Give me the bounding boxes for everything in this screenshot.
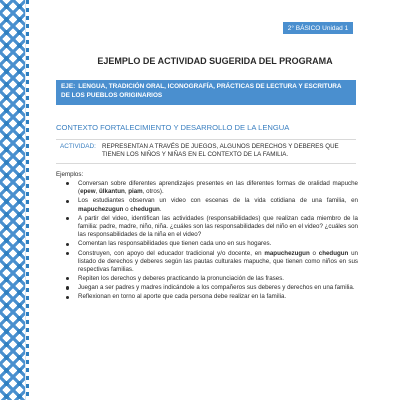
activity-label: ACTIVIDAD:	[60, 143, 96, 150]
context-heading: CONTEXTO FORTALECIMIENTO Y DESARROLLO DE LA LENGUA	[56, 123, 290, 132]
bullet-icon	[66, 217, 69, 220]
activity-row	[56, 139, 356, 164]
eje-banner	[56, 80, 356, 105]
list-item: Repiten los derechos y deberes practicando la pronunciación de las frases.	[78, 275, 358, 283]
bullet-icon	[66, 296, 69, 299]
activity-text: REPRESENTAN A TRAVÉS DE JUEGOS, ALGUNOS DERECHOS Y DEBERES QUE TIENEN LOS NIÑOS Y NIÑAS EN EL CONTEXTO DE LA FAMILIA.	[102, 143, 339, 159]
list-item: Construyen, con apoyo del educador tradicional y/o docente, en mapuchezugun o chedugun un listado de derechos y deberes según las pautas culturales mapuche, que tienen como niños en sus respectivas familias.	[78, 250, 358, 275]
list-item: Reflexionan en torno al aporte que cada persona debe realizar en la familia.	[78, 293, 358, 301]
bullet-icon	[66, 252, 69, 255]
bullet-icon	[66, 286, 69, 289]
page-title: EJEMPLO DE ACTIVIDAD SUGERIDA DEL PROGRAMA	[97, 56, 333, 66]
grade-unit-badge: 2° BÁSICO Unidad 1	[283, 22, 353, 34]
list-item: Comentan las responsabilidades que tienen cada uno en sus hogares.	[78, 240, 358, 248]
bullet-icon	[66, 277, 69, 280]
bullet-icon	[66, 243, 69, 246]
list-item: Los estudiantes observan un video con escenas de la vida cotidiana de una familia, en mapuchezugun o chedugun.	[78, 197, 358, 213]
list-item: Conversan sobre diferentes aprendizajes presentes en las diferentes formas de oralidad mapuche (epew, ülkantun, piam, otros).	[78, 180, 358, 196]
eje-label: EJE:	[61, 83, 76, 90]
examples-list	[78, 180, 358, 303]
decorative-side-border	[0, 0, 26, 400]
list-item: A partir del video, identifican las actividades (responsabilidades) que realizan cada miembro de la familia: padre, madre, niño, niña. ¿cuáles son las responsabilidades del niño en el video? ¿cuáles son las responsabilidades de la niña en el video?	[78, 215, 358, 240]
list-item: Juegan a ser padres y madres indicándole a los compañeros sus deberes y derechos en una familia.	[78, 284, 358, 292]
bullet-icon	[66, 182, 69, 185]
eje-text: LENGUA, TRADICIÓN ORAL, ICONOGRAFÍA, PRÁCTICAS DE LECTURA Y ESCRITURA DE LOS PUEBLOS ORIGINARIOS	[61, 83, 342, 99]
bullet-icon	[66, 200, 69, 203]
examples-intro: Ejemplos:	[56, 171, 84, 178]
